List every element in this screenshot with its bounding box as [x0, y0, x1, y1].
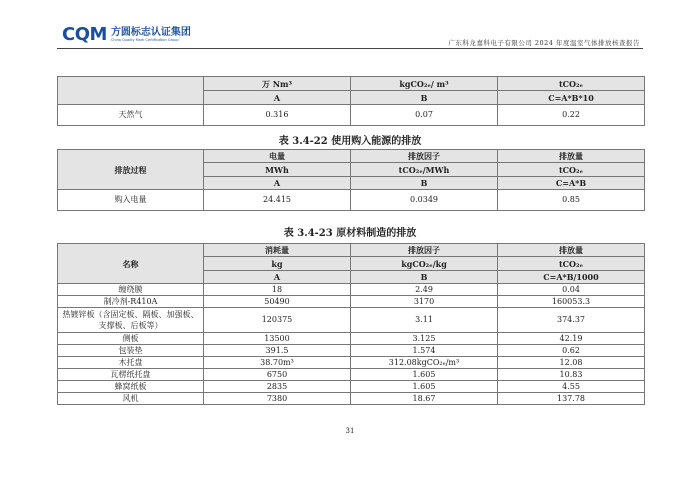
row-a: 7380 — [204, 393, 351, 405]
label-b: 排放因子 — [351, 150, 498, 163]
process-header: 排放过程 — [58, 150, 204, 190]
row-c: 4.55 — [498, 381, 645, 393]
unit-b: kgCO₂ₑ/kg — [351, 257, 498, 271]
row-b: 312.08kgCO₂ₑ/m³ — [351, 357, 498, 369]
row-c: 42.19 — [498, 333, 645, 345]
row-name: 侧板 — [58, 333, 204, 345]
unit-c: tCO₂ₑ — [498, 257, 645, 271]
row-c: 0.62 — [498, 345, 645, 357]
table-row — [58, 296, 645, 308]
label-a: 消耗量 — [204, 244, 351, 257]
blank-header-cell — [58, 77, 204, 105]
row-c: 10.83 — [498, 369, 645, 381]
table-row — [58, 381, 645, 393]
row-name: 天然气 — [58, 105, 204, 126]
raw-materials-table — [57, 243, 645, 405]
unit-c: tCO₂ₑ — [498, 163, 645, 177]
cqm-logo — [62, 24, 191, 45]
row-name: 瓦楞纸托盘 — [58, 369, 204, 381]
row-name: 制冷剂-R410A — [58, 296, 204, 308]
label-c: 排放量 — [498, 244, 645, 257]
unit-b: tCO₂ₑ/MWh — [351, 163, 498, 177]
row-a: 0.316 — [204, 105, 351, 126]
name-header: 名称 — [58, 244, 204, 284]
natural-gas-table — [57, 76, 645, 126]
row-c: 160053.3 — [498, 296, 645, 308]
unit-c: tCO₂ₑ — [498, 77, 645, 91]
label-b: 排放因子 — [351, 244, 498, 257]
row-b: 1.605 — [351, 381, 498, 393]
letter-b: B — [351, 91, 498, 105]
purchased-energy-table — [57, 149, 645, 211]
letter-c: C=A*B/1000 — [498, 271, 645, 284]
table-row — [58, 105, 645, 126]
page-header — [0, 0, 700, 56]
row-b: 2.49 — [351, 284, 498, 296]
table-caption: 表 3.4-22 使用购入能源的排放 — [278, 136, 422, 147]
letter-c: C=A*B — [498, 177, 645, 190]
table-row — [58, 284, 645, 296]
letter-a: A — [204, 177, 351, 190]
letter-a: A — [204, 271, 351, 284]
row-b: 0.0349 — [351, 190, 498, 211]
unit-a: MWh — [204, 163, 351, 177]
report-title: 广东科龙嘉科电子有限公司 2024 年度温室气体排放核查报告 — [448, 39, 640, 47]
row-c: 0.04 — [498, 284, 645, 296]
letter-b: B — [351, 177, 498, 190]
row-name: 缠绕膜 — [58, 284, 204, 296]
row-name: 热镀锌板（含固定板、隔板、加强板、支撑板、后板等） — [58, 308, 204, 333]
header-divider — [57, 48, 643, 49]
logo-english-name: China Quality Mark Certification Group — [110, 37, 179, 42]
table-row — [58, 308, 645, 333]
row-name: 木托盘 — [58, 357, 204, 369]
unit-a: 万 Nm³ — [204, 77, 351, 91]
row-b: 1.605 — [351, 369, 498, 381]
label-c: 排放量 — [498, 150, 645, 163]
logo-text — [111, 27, 191, 43]
table-row — [58, 345, 645, 357]
row-name: 包装垫 — [58, 345, 204, 357]
table-row — [58, 190, 645, 211]
page-number: 31 — [345, 427, 355, 435]
row-a: 18 — [204, 284, 351, 296]
row-a: 120375 — [204, 308, 351, 333]
letter-c: C=A*B*10 — [498, 91, 645, 105]
row-b: 3.11 — [351, 308, 498, 333]
row-b: 1.574 — [351, 345, 498, 357]
row-c: 137.78 — [498, 393, 645, 405]
row-b: 18.67 — [351, 393, 498, 405]
table-caption: 表 3.4-23 原材料制造的排放 — [283, 228, 417, 239]
table-row — [58, 333, 645, 345]
row-c: 12.08 — [498, 357, 645, 369]
label-a: 电量 — [204, 150, 351, 163]
logo-mark: CQM — [62, 24, 107, 45]
row-a: 391.5 — [204, 345, 351, 357]
logo-chinese-name: 方圆标志认证集团 — [110, 26, 191, 38]
unit-a: kg — [204, 257, 351, 271]
row-name: 购入电量 — [58, 190, 204, 211]
table-row — [58, 369, 645, 381]
row-c: 0.85 — [498, 190, 645, 211]
table-row — [58, 393, 645, 405]
table-row — [58, 357, 645, 369]
unit-b: kgCO₂ₑ/ m³ — [351, 77, 498, 91]
row-b: 3.125 — [351, 333, 498, 345]
row-b: 3170 — [351, 296, 498, 308]
letter-a: A — [204, 91, 351, 105]
row-c: 374.37 — [498, 308, 645, 333]
row-a: 6750 — [204, 369, 351, 381]
row-b: 0.07 — [351, 105, 498, 126]
row-name: 风机 — [58, 393, 204, 405]
row-a: 50490 — [204, 296, 351, 308]
row-c: 0.22 — [498, 105, 645, 126]
row-name: 蜂窝纸板 — [58, 381, 204, 393]
row-a: 38.70m³ — [204, 357, 351, 369]
row-a: 2835 — [204, 381, 351, 393]
row-a: 13500 — [204, 333, 351, 345]
letter-b: B — [351, 271, 498, 284]
row-a: 24.415 — [204, 190, 351, 211]
